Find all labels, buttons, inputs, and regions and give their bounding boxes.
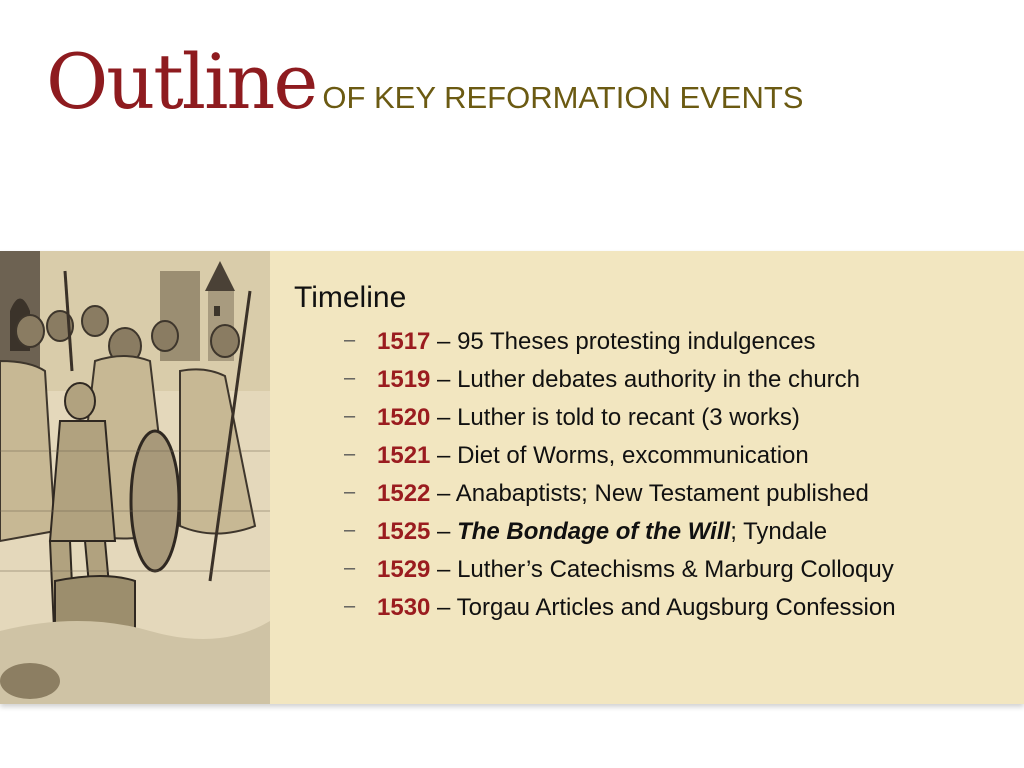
- timeline-list: [294, 323, 1004, 627]
- timeline-year: 1520: [377, 404, 431, 431]
- timeline-text: – Luther’s Catechisms & Marburg Colloquy: [430, 556, 894, 583]
- timeline-year: 1521: [377, 442, 431, 469]
- content-band: [0, 251, 1024, 704]
- timeline-text: – Anabaptists; New Testament published: [430, 480, 869, 507]
- timeline-year: 1525: [377, 518, 431, 545]
- timeline-item: [294, 475, 1004, 513]
- dash-bullet-icon: –: [344, 443, 356, 465]
- timeline-year: 1522: [377, 480, 431, 507]
- dash-bullet-icon: –: [344, 595, 356, 617]
- dash-bullet-icon: –: [344, 481, 356, 503]
- title-main: Outline: [46, 37, 317, 126]
- timeline-year: 1530: [377, 594, 431, 621]
- timeline-text: – Diet of Worms, excommunication: [430, 442, 809, 469]
- book-title: The Bondage of the Will: [457, 518, 731, 545]
- timeline-item: [294, 437, 1004, 475]
- timeline-text: – 95 Theses protesting indulgences: [430, 328, 816, 355]
- timeline-item: [294, 399, 1004, 437]
- dash-bullet-icon: –: [344, 405, 356, 427]
- timeline-item: [294, 513, 1004, 551]
- timeline-item: [294, 589, 1004, 627]
- dash-bullet-icon: –: [344, 329, 356, 351]
- title-subtitle: OF KEY REFORMATION EVENTS: [322, 80, 804, 115]
- timeline-text: – Luther is told to recant (3 works): [430, 404, 800, 431]
- timeline-item: [294, 551, 1004, 589]
- dash-bullet-icon: –: [344, 367, 356, 389]
- dash-bullet-icon: –: [344, 557, 356, 579]
- timeline-text: ; Tyndale: [730, 518, 828, 545]
- timeline-year: 1519: [377, 366, 431, 393]
- timeline-year: 1529: [377, 556, 431, 583]
- timeline-text-prefix: –: [430, 518, 458, 545]
- timeline-item: [294, 323, 1004, 361]
- dash-bullet-icon: –: [344, 519, 356, 541]
- slide-title: [46, 37, 804, 126]
- timeline-heading: Timeline: [294, 281, 407, 314]
- timeline-item: [294, 361, 1004, 399]
- timeline-section: [294, 281, 1004, 627]
- timeline-text: – Torgau Articles and Augsburg Confession: [430, 594, 896, 621]
- historical-engraving-image: [0, 251, 270, 704]
- timeline-text: – Luther debates authority in the church: [430, 366, 860, 393]
- timeline-year: 1517: [377, 328, 431, 355]
